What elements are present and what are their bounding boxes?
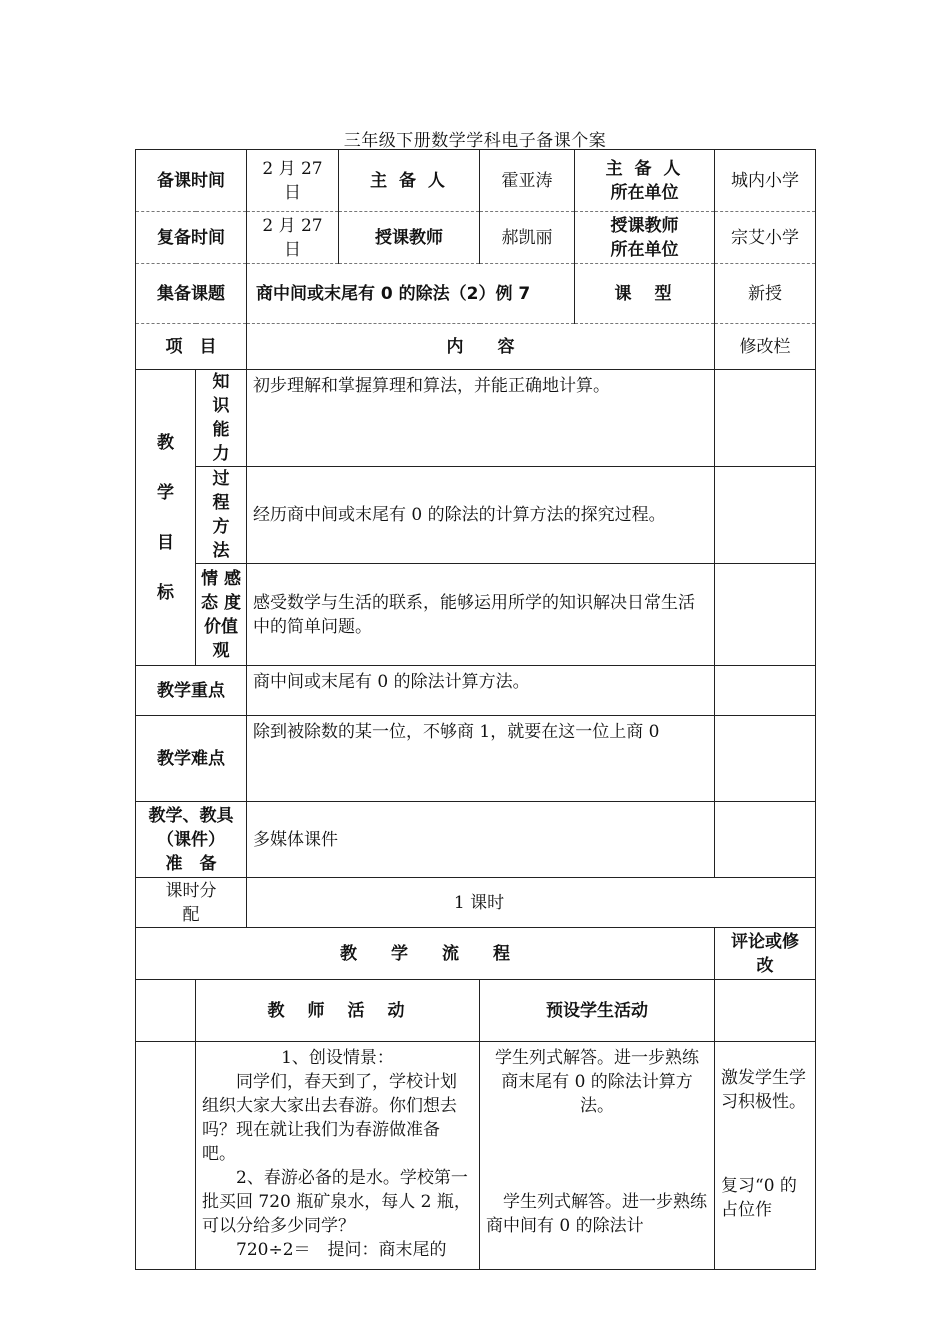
teacher-value: 郝凯丽 [480,212,575,264]
flow-header-blank [136,980,196,1042]
teacher-unit-label [575,212,715,264]
item-column-header: 项 目 [136,324,247,370]
objective-attitude-label-2: 态 度 [201,592,241,613]
objective-attitude-label-3: 价值 [204,616,238,637]
objective-knowledge-label [196,370,247,467]
lead-unit-label-2: 所在单位 [610,182,679,203]
objective-process-revise [715,467,816,564]
activity-stage-cell [136,1042,196,1270]
lead-unit-label-1: 主 备 人 [605,158,684,179]
teacher-activity-3: 2、春游必备的是水。学校第一批买回 720 瓶矿泉水，每人 2 瓶，可以分给多少同学？ [202,1168,471,1236]
lead-label: 主 备 人 [339,150,480,212]
objective-attitude-label-4: 观 [212,640,230,661]
key-point-revise [715,666,816,716]
type-label: 课 型 [575,264,715,324]
teacher-label: 授课教师 [339,212,480,264]
student-activity-1: 学生列式解答。进一步熟练商末尾有 0 的除法计算方法。 [495,1048,699,1116]
objective-knowledge-label-1: 知 识 [212,372,230,416]
comment-2: 复习“0 的占位作 [721,1176,797,1220]
flow-header-comment-blank [715,980,816,1042]
tools-label-3: 准 备 [165,853,217,874]
tools-label-2: （课件） [157,829,225,850]
prep-time-value: 2 月 27 日 [247,150,339,212]
objectives-char-3: 目 [157,532,174,553]
prep-time-label: 备课时间 [136,150,247,212]
activity-comments [715,1042,816,1270]
tools-label [136,802,247,878]
objectives-char-1: 教 [157,432,174,453]
teacher-unit-label-2: 所在单位 [610,239,679,260]
lead-value: 霍亚涛 [480,150,575,212]
revise-column-header: 修改栏 [715,324,816,370]
objective-attitude-text: 感受数学与生活的联系，能够运用所学的知识解决日常生活中的简单问题。 [247,564,715,666]
objective-process-text: 经历商中间或末尾有 0 的除法的计算方法的探究过程。 [247,467,715,564]
teacher-unit-value: 宗艾小学 [715,212,816,264]
document-title: 三年级下册数学学科电子备课个案 [343,131,607,151]
flow-comment-label [715,928,816,980]
flow-comment-label-1: 评论或修 [731,931,799,952]
objective-attitude-revise [715,564,816,666]
key-point-label: 教学重点 [136,666,247,716]
tools-revise [715,802,816,878]
schedule-text: 1 课时 [247,878,816,928]
schedule-label [136,878,247,928]
review-time-label: 复备时间 [136,212,247,264]
lead-unit-label [575,150,715,212]
teacher-activity-2: 同学们，春天到了，学校计划组织大家大家出去春游。你们想去吗？现在就让我们为春游做准备吧。 [202,1072,457,1164]
teacher-activity-4: 720÷2＝ 提问：商末尾的 [236,1240,447,1260]
student-activity-header: 预设学生活动 [480,980,715,1042]
student-activity-2: 学生列式解答。进一步熟练商中间有 0 的除法计 [486,1192,707,1236]
tools-text: 多媒体课件 [247,802,715,878]
objective-attitude-label [196,564,247,666]
teacher-activity-1: 1、创设情景： [281,1048,394,1068]
schedule-label-2: 配 [182,904,200,925]
review-time-value: 2 月 27 日 [247,212,339,264]
objective-knowledge-revise [715,370,816,467]
comment-1: 激发学生学习积极性。 [721,1068,806,1112]
tools-label-1: 教学、教具 [148,805,234,826]
teacher-unit-label-1: 授课教师 [610,215,679,236]
topic-label: 集备课题 [136,264,247,324]
objective-process-label-1: 过 程 [212,469,230,513]
schedule-label-1: 课时分 [165,880,217,901]
lead-unit-value: 城内小学 [715,150,816,212]
flow-comment-label-2: 改 [756,955,774,976]
objectives-group-label [136,370,196,666]
difficulty-text: 除到被除数的某一位，不够商 1，就要在这一位上商 0 [247,716,715,802]
objectives-char-2: 学 [157,482,174,503]
lesson-plan-table [135,149,816,1270]
objective-process-label [196,467,247,564]
student-activities [480,1042,715,1270]
content-column-header: 内 容 [247,324,715,370]
difficulty-revise [715,716,816,802]
teacher-activity-header-text: 教 师 活 动 [267,1000,408,1021]
type-value: 新授 [715,264,816,324]
objective-knowledge-text: 初步理解和掌握算理和算法，并能正确地计算。 [247,370,715,467]
difficulty-label: 教学难点 [136,716,247,802]
objective-attitude-label-1: 情 感 [201,568,241,589]
objective-knowledge-label-2: 能 力 [212,420,230,464]
teacher-activities [196,1042,480,1270]
key-point-text: 商中间或末尾有 0 的除法计算方法。 [247,666,715,716]
teacher-activity-header [196,980,480,1042]
objective-process-label-2: 方 法 [212,517,230,561]
flow-title: 教 学 流 程 [136,928,715,980]
topic-value: 商中间或末尾有 0 的除法（2）例 7 [247,264,575,324]
objectives-char-4: 标 [157,582,174,603]
